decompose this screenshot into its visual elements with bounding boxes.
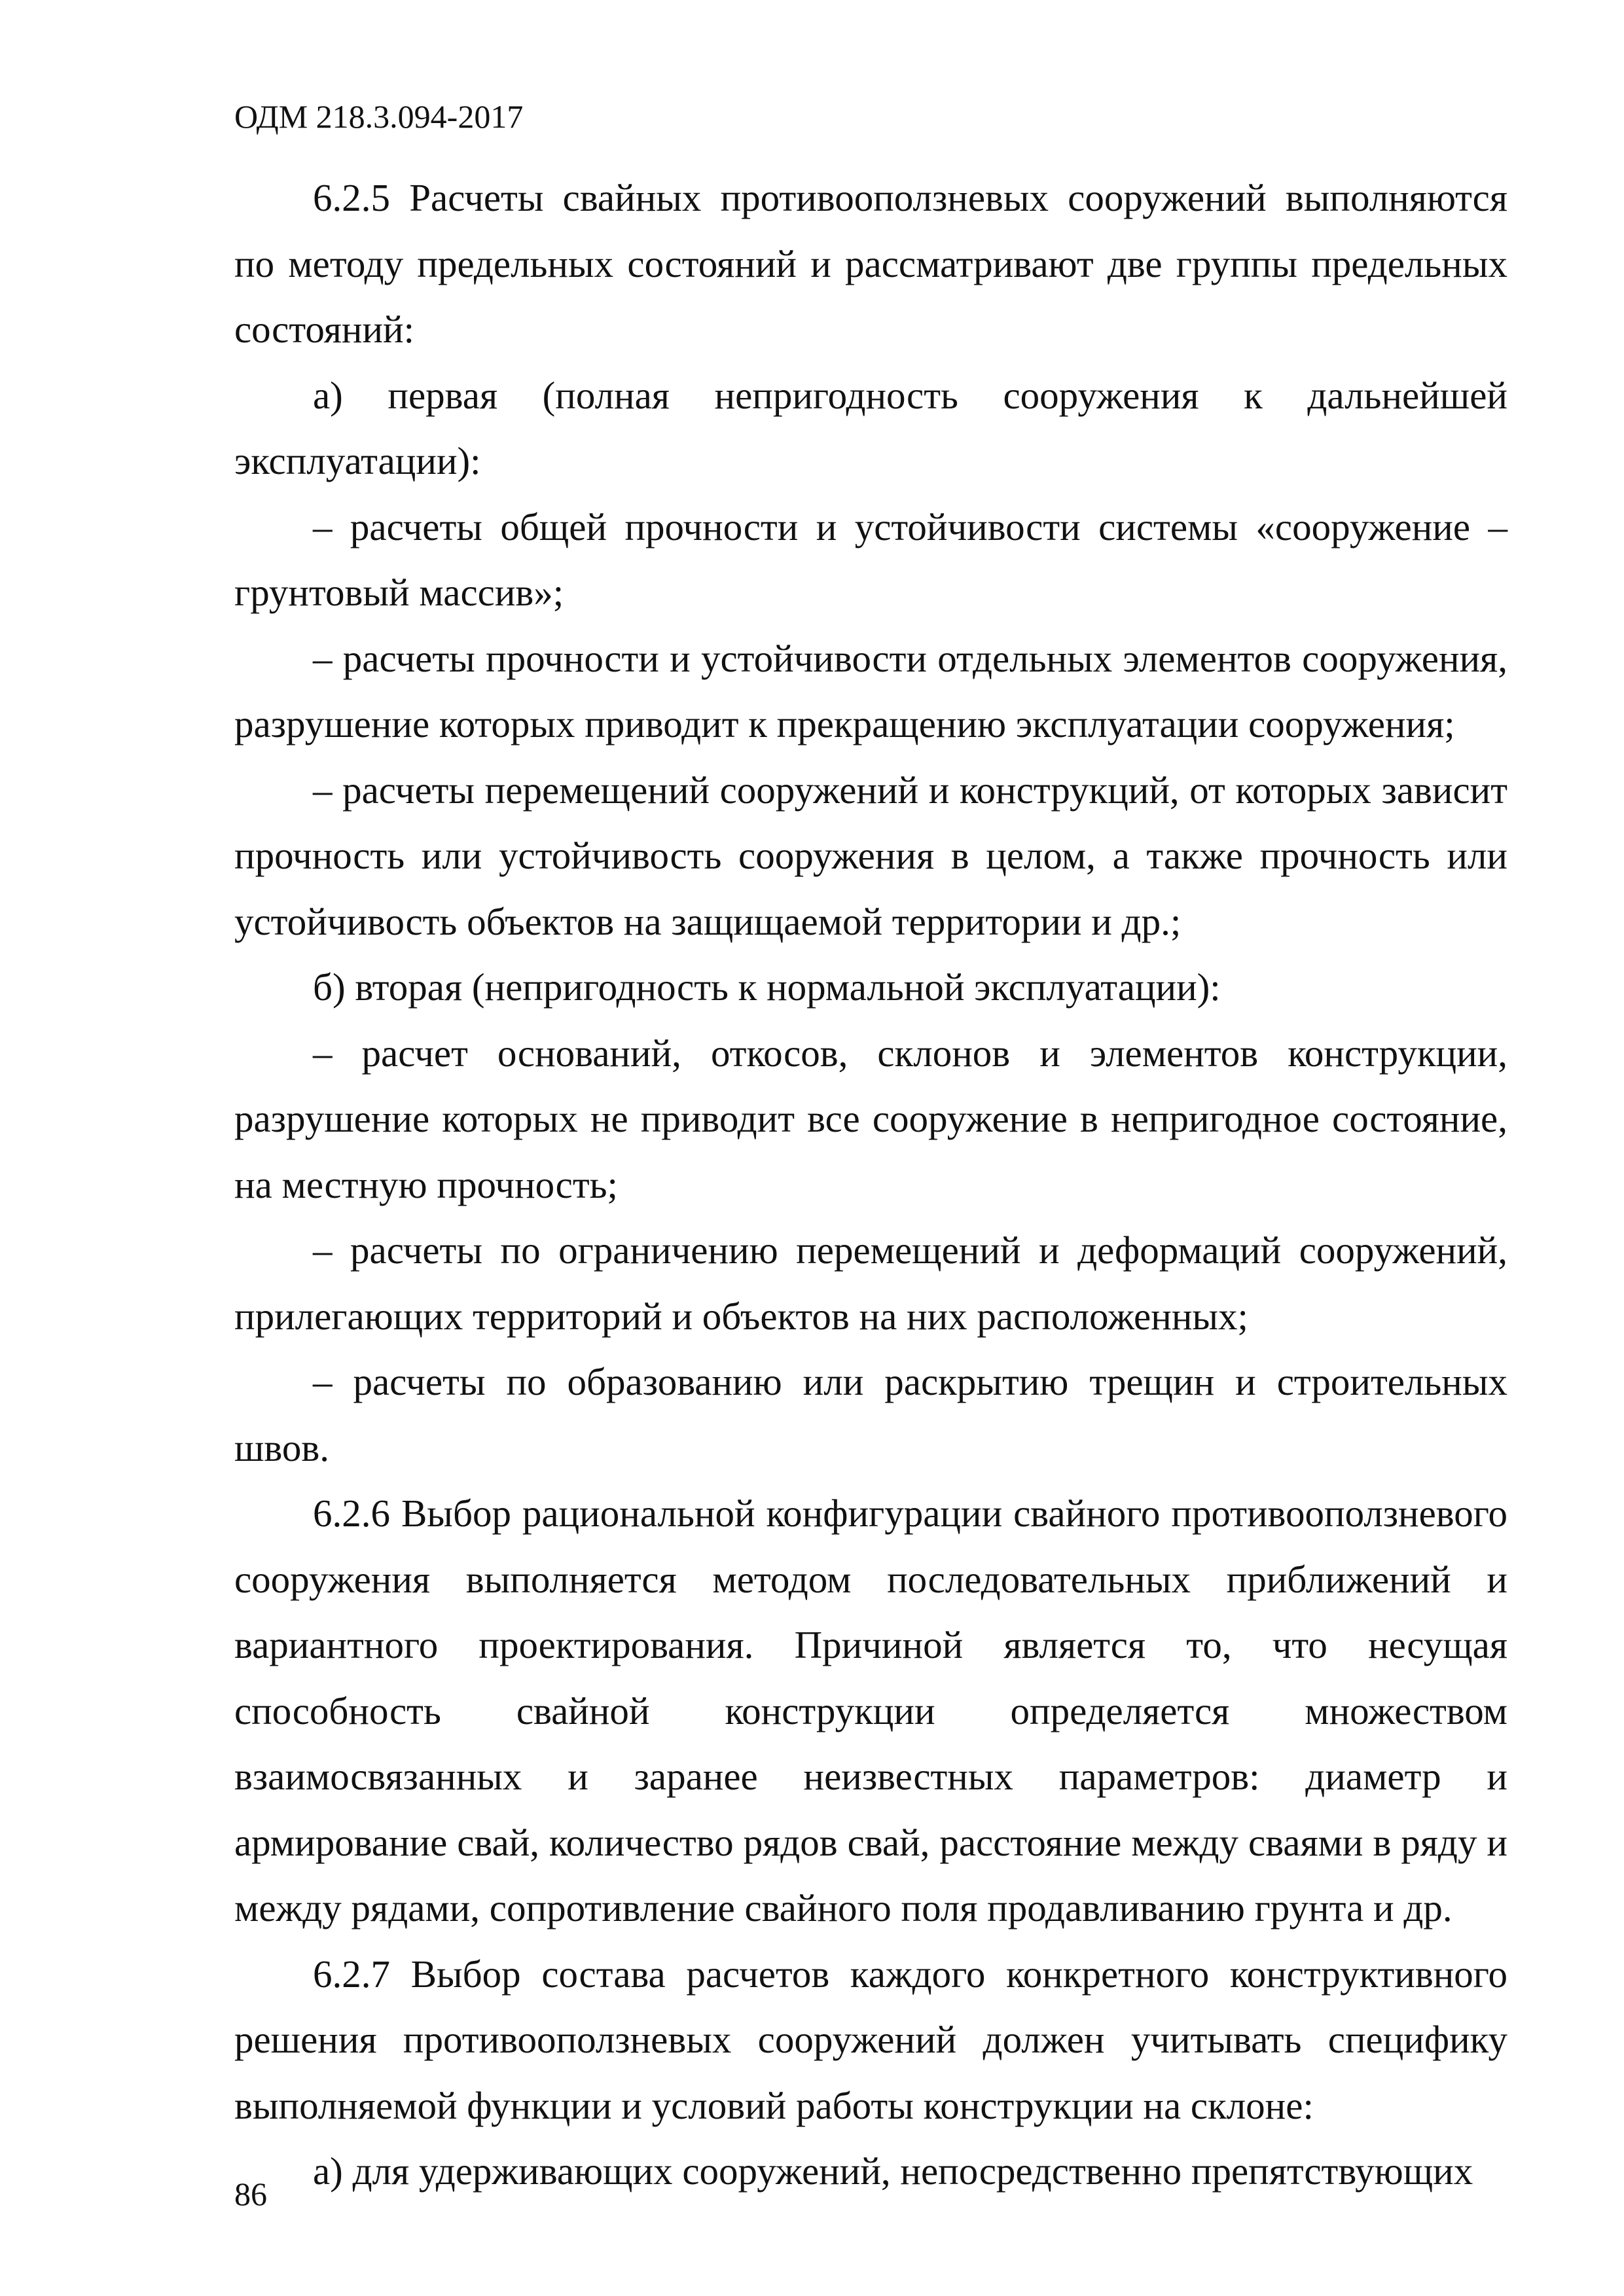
list-item-a-first-group: а) первая (полная непригодность сооружения к дальнейшей эксплуатации): — [234, 373, 1507, 482]
document-code-header: ОДМ 218.3.094-2017 — [234, 98, 524, 135]
list-item-foundations: – расчет оснований, откосов, склонов и элементов конструкции, разрушение которых не приводит все сооружение в непригодное состояние, на местную прочность; — [234, 1031, 1507, 1206]
document-body — [234, 165, 1507, 2204]
list-item-element-strength: – расчеты прочности и устойчивости отдельных элементов сооружения, разрушение которых приводит к прекращению эксплуатации сооружения; — [234, 636, 1507, 745]
list-item-general-strength: – расчеты общей прочности и устойчивости системы «сооружение – грунтовый массив»; — [234, 505, 1507, 614]
paragraph-6-2-6: 6.2.6 Выбор рациональной конфигурации свайного противооползневого сооружения выполняется методом последовательных приближений и вариантного проектирования. Причиной является то, что несущая способность свайной конструкции определяется множеством взаимосвязанных и заранее неизвестных параметров: диаметр и армирование свай, количество рядов свай, расстояние между сваями в ряду и между рядами, сопротивление свайного поля продавливанию грунта и др. — [234, 1492, 1507, 1929]
list-item-deformation-limits: – расчеты по ограничению перемещений и деформаций сооружений, прилегающих территорий и объектов на них расположенных; — [234, 1229, 1507, 1338]
paragraph-6-2-5: 6.2.5 Расчеты свайных противооползневых сооружений выполняются по методу предельных состояний и рассматривают две группы предельных состояний: — [234, 176, 1507, 351]
page-number: 86 — [234, 2176, 267, 2212]
paragraph-6-2-7: 6.2.7 Выбор состава расчетов каждого конкретного конструктивного решения противооползневых сооружений должен учитывать специфику выполняемой функции и условий работы конструкции на склоне: — [234, 1952, 1507, 2127]
list-item-cracks: – расчеты по образованию или раскрытию трещин и строительных швов. — [234, 1360, 1507, 1469]
list-item-a-retaining: а) для удерживающих сооружений, непосредственно препятствующих — [313, 2149, 1473, 2193]
list-item-displacements: – расчеты перемещений сооружений и конструкций, от которых зависит прочность или устойчивость сооружения в целом, а также прочность или устойчивость объектов на защищаемой территории и др.; — [234, 768, 1507, 943]
list-item-b-second-group: б) вторая (непригодность к нормальной эксплуатации): — [313, 965, 1221, 1009]
